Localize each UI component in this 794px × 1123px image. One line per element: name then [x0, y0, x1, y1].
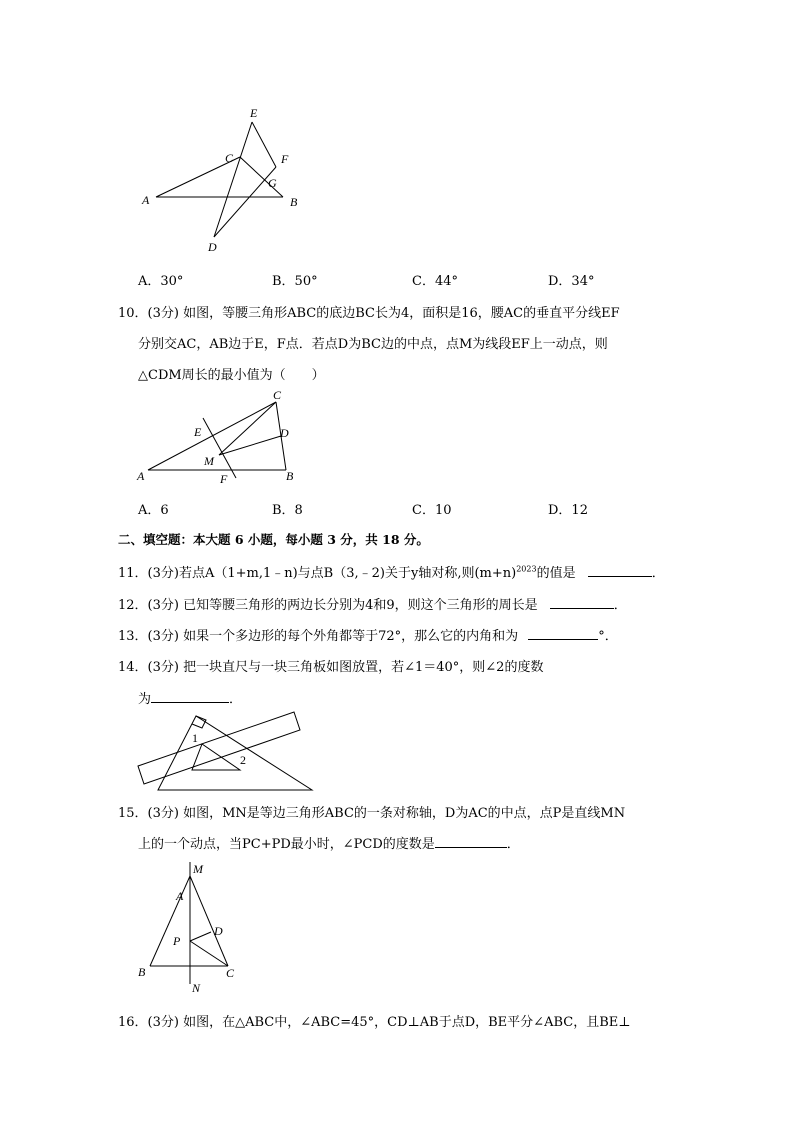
q15-label-N: N	[192, 981, 201, 995]
q15-label-B: B	[138, 965, 146, 979]
q13-text: 13．(3分) 如果一个多边形的每个外角都等于72°，那么它的内角和为	[118, 629, 519, 644]
q9-option-a[interactable]: A．30°	[138, 274, 184, 289]
q12-answer-blank[interactable]	[550, 596, 614, 609]
q9-label-G: G	[268, 176, 277, 190]
q11-exponent: 2023	[516, 564, 537, 574]
q9-label-B: B	[290, 195, 298, 209]
q11-answer-blank[interactable]	[588, 564, 652, 577]
section-2-heading: 二、填空题：本大题 6 小题，每小题 3 分，共 18 分。	[118, 532, 429, 547]
q13-line: 13．(3分) 如果一个多边形的每个外角都等于72°，那么它的内角和为 °．	[118, 629, 618, 644]
q15-label-A: A	[176, 889, 184, 903]
q11-line: 11．(3分)若点A（1+m,1﹣n)与点B（3,﹣2)关于y轴对称,则$(m+n)^{2023}$的值是 ．	[118, 564, 665, 581]
q15-line1: 15．(3分) 如图，MN是等边三角形ABC的一条对称轴，D为AC的中点，点P是直线MN	[118, 806, 626, 821]
q10-option-d[interactable]: D．12	[548, 503, 588, 518]
q9-label-E: E	[250, 106, 258, 120]
q10-label-D: D	[280, 426, 289, 440]
q12-line: 12．(3分) 已知等腰三角形的两边长分别为4和9，则这个三角形的周长是 ．	[118, 598, 627, 613]
q10-label-E: E	[194, 425, 202, 439]
q15-label-P: P	[173, 934, 181, 948]
q13-answer-blank[interactable]	[528, 627, 598, 640]
q10-line2: 分别交AC，AB边于E，F点．若点D为BC边的中点，点M为线段EF上一动点，则	[138, 337, 608, 352]
q14-line2: 为 ．	[138, 692, 243, 707]
q15-line2: 上的一个动点，当PC+PD最小时，∠PCD的度数是 ．	[138, 837, 520, 852]
q11-text: 11．(3分)若点A（1+m,1﹣n)与点B（3,﹣2)关于y轴对称,则(m+n)	[118, 566, 517, 581]
q12-text: 12．(3分) 已知等腰三角形的两边长分别为4和9，则这个三角形的周长是	[118, 598, 538, 613]
q9-label-F: F	[281, 152, 289, 166]
q14-angle-1-label: 1	[192, 731, 198, 745]
q10-option-c[interactable]: C．10	[412, 503, 452, 518]
q10-option-b[interactable]: B．8	[272, 503, 303, 518]
q10-label-M: M	[204, 454, 214, 468]
q15-label-C: C	[226, 966, 235, 980]
q14-angle-2-label: 2	[240, 753, 246, 767]
q9-figure	[130, 100, 330, 260]
q15-text-line2: 上的一个动点，当PC+PD最小时，∠PCD的度数是	[138, 837, 435, 852]
q10-option-a[interactable]: A．6	[138, 503, 169, 518]
q14-text-line2: 为	[138, 692, 152, 707]
q9-label-C: C	[225, 151, 234, 165]
q10-label-F: F	[220, 472, 228, 486]
q15-label-M: M	[193, 862, 203, 876]
q15-figure	[130, 856, 250, 996]
q10-line3: △CDM周长的最小值为（ ）	[138, 368, 325, 383]
q14-answer-blank[interactable]	[151, 690, 229, 703]
q10-label-C: C	[273, 388, 282, 402]
q9-option-d[interactable]: D．34°	[548, 274, 595, 289]
q14-figure	[130, 708, 320, 794]
q10-label-A: A	[137, 469, 145, 483]
q9-option-c[interactable]: C．44°	[412, 274, 458, 289]
q9-label-A: A	[142, 193, 150, 207]
q9-label-D: D	[208, 240, 217, 254]
q11-text-post: 的值是	[536, 566, 576, 581]
q16-line1: 16．(3分) 如图，在△ABC中，∠ABC=45°，CD⊥AB于点D，BE平分∠ABC，且BE⊥	[118, 1015, 631, 1030]
q15-answer-blank[interactable]	[435, 835, 507, 848]
q10-label-B: B	[286, 469, 294, 483]
q14-line1: 14．(3分) 把一块直尺与一块三角板如图放置，若∠1＝40°，则∠2的度数	[118, 660, 544, 675]
q10-figure	[130, 388, 310, 488]
q13-unit: °	[598, 629, 605, 644]
q15-label-D: D	[214, 924, 223, 938]
q9-option-b[interactable]: B．50°	[272, 274, 318, 289]
q10-line1: 10．(3分) 如图，等腰三角形ABC的底边BC长为4，面积是16，腰AC的垂直平分线EF	[118, 306, 620, 321]
